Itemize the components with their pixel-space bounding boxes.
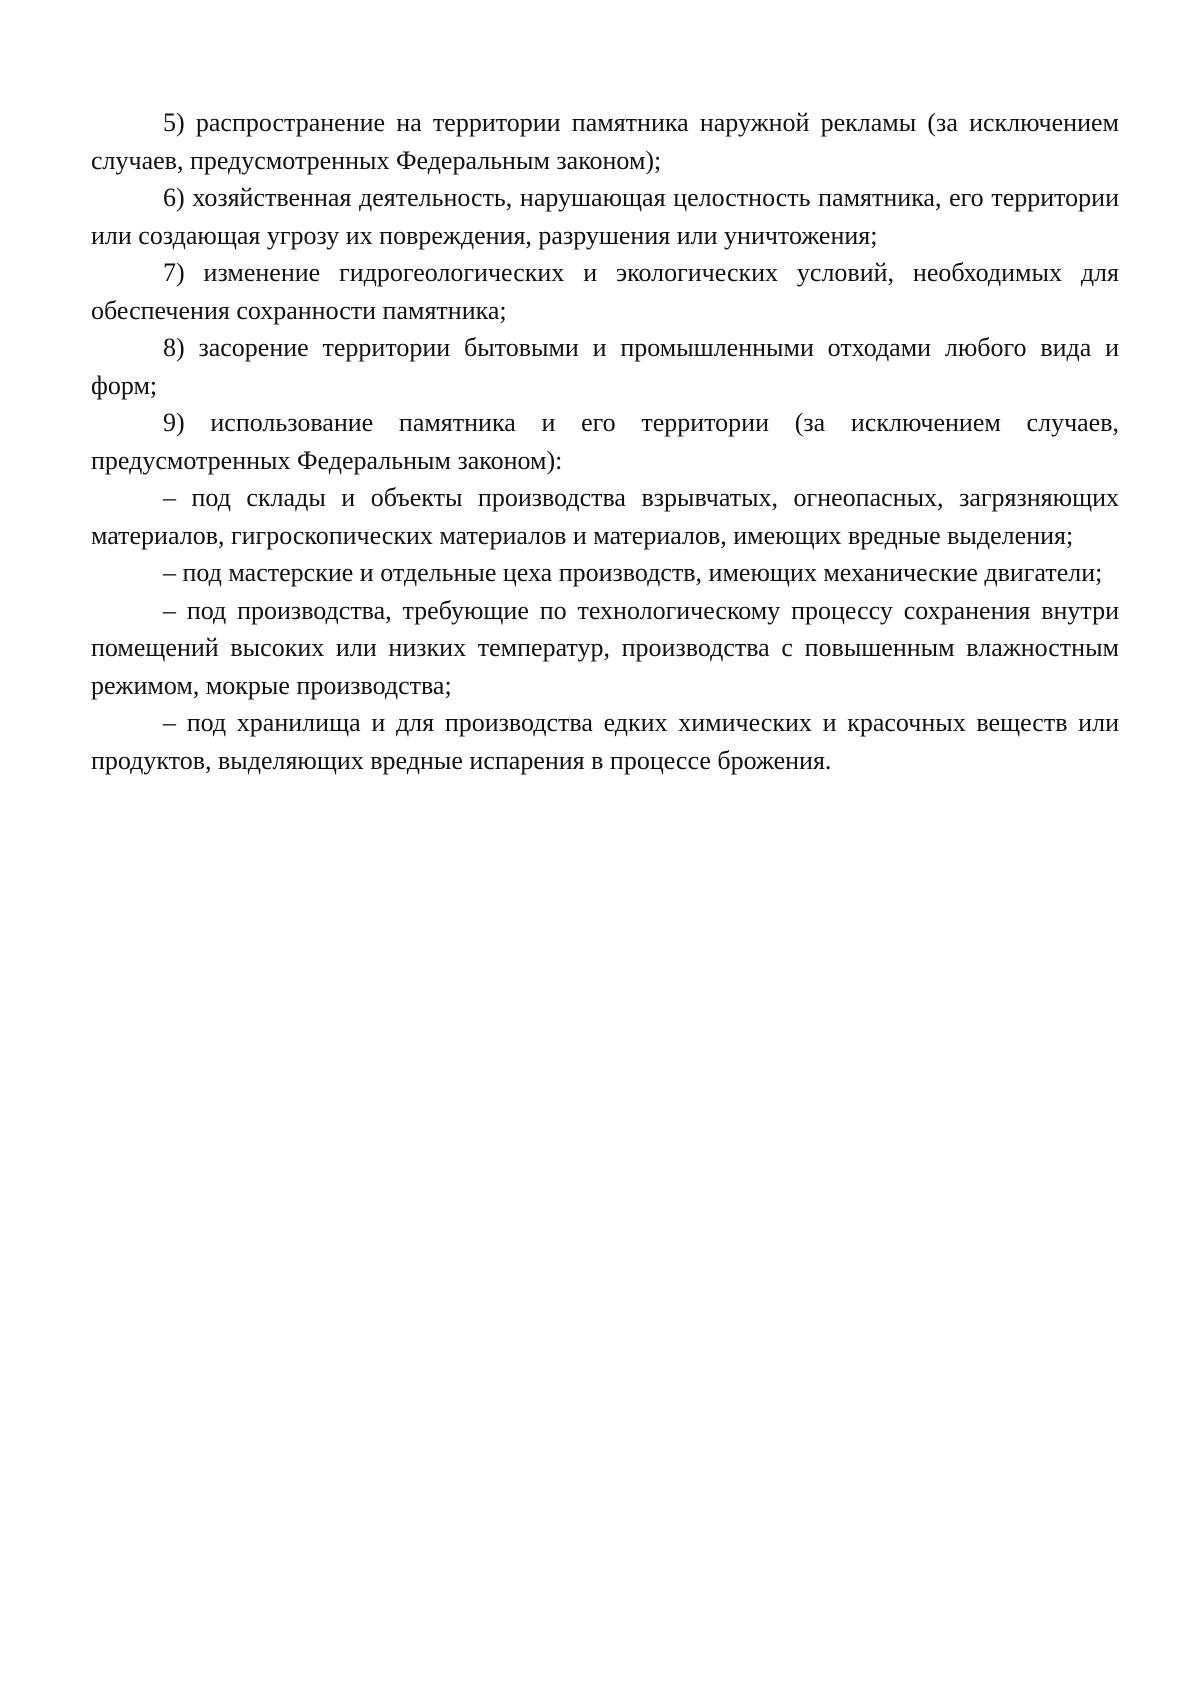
paragraph-item-8: 8) засорение территории бытовыми и промышленными отходами любого вида и форм; bbox=[91, 333, 1119, 400]
paragraph-subitem-warehouses: – под склады и объекты производства взрывчатых, огнеопасных, загрязняющих материалов, гигроскопических материалов и материалов, имеющих вредные выделения; bbox=[91, 483, 1119, 550]
paragraph-item-6: 6) хозяйственная деятельность, нарушающая целостность памятника, его территории или создающая угрозу их повреждения, разрушения или уничтожения; bbox=[91, 183, 1119, 250]
paragraph-item-7: 7) изменение гидрогеологических и экологических условий, необходимых для обеспечения сохранности памятника; bbox=[91, 258, 1119, 325]
paragraph-subitem-temperature-production: – под производства, требующие по технологическому процессу сохранения внутри помещений высоких или низких температур, производства с повышенным влажностным режимом, мокрые производства; bbox=[91, 595, 1119, 700]
paragraph-item-9: 9) использование памятника и его территории (за исключением случаев, предусмотренных Федеральным законом): bbox=[91, 408, 1119, 475]
paragraph-subitem-chemical-storage: – под хранилища и для производства едких химических и красочных веществ или продуктов, выделяющих вредные испарения в процессе брожения. bbox=[91, 708, 1119, 775]
document-body bbox=[91, 104, 1119, 779]
paragraph-item-5: 5) распространение на территории памятника наружной рекламы (за исключением случаев, предусмотренных Федеральным законом); bbox=[91, 108, 1119, 175]
paragraph-subitem-workshops: – под мастерские и отдельные цеха производств, имеющих механические двигатели; bbox=[163, 558, 1103, 587]
